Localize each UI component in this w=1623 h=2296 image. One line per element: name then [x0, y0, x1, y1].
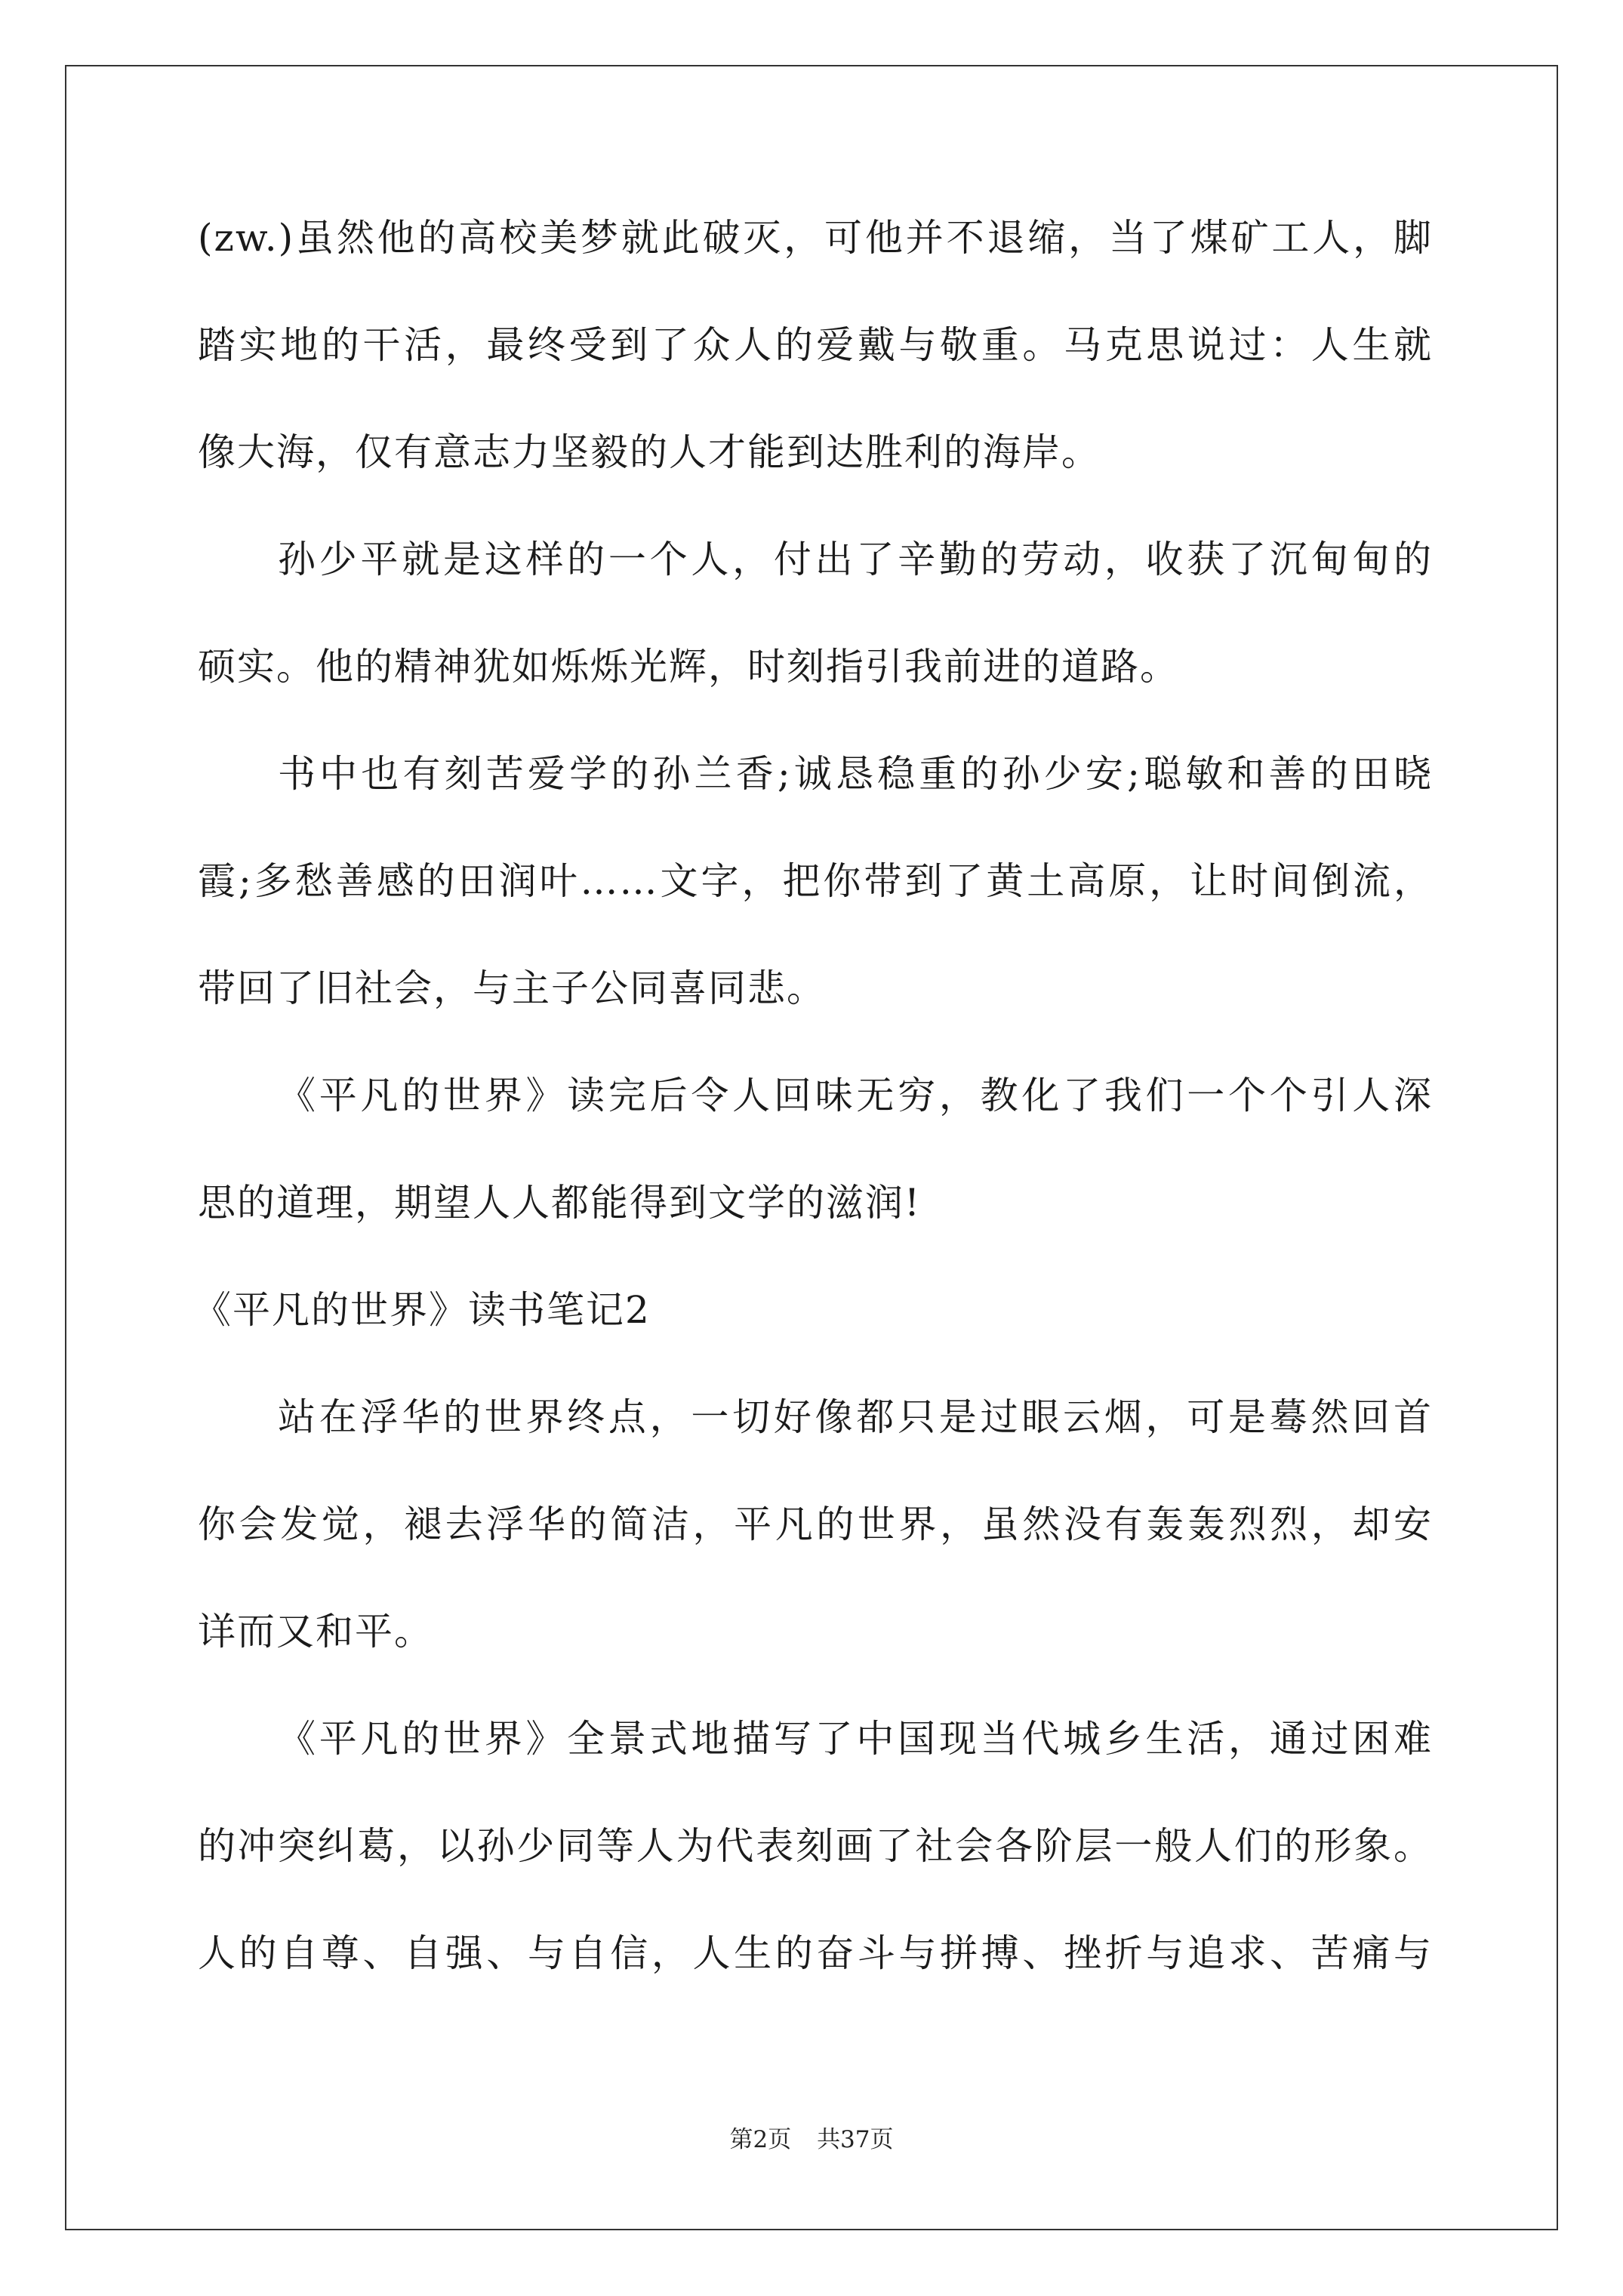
paragraph-line: 像大海，仅有意志力坚毅的人才能到达胜利的海岸。 [198, 430, 1101, 474]
page-footer [0, 2120, 1623, 2154]
paragraph-line: 踏实地的干活，最终受到了众人的爱戴与敬重。马克思说过：人生就 [198, 323, 1433, 367]
paragraph-line: 你会发觉，褪去浮华的简洁，平凡的世界，虽然没有轰轰烈烈，却安 [198, 1502, 1433, 1546]
page-number: 第2页 [729, 2126, 792, 2153]
paragraph-line: 详而又和平。 [198, 1610, 433, 1653]
paragraph-line: 思的道理，期望人人都能得到文学的滋润! [198, 1181, 922, 1225]
paragraph-line: 霞;多愁善感的田润叶……文字，把你带到了黄土高原，让时间倒流， [198, 859, 1433, 903]
paragraph-line: 的冲突纠葛，以孙少同等人为代表刻画了社会各阶层一般人们的形象。 [198, 1824, 1433, 1868]
paragraph-line: 带回了旧社会，与主子公同喜同悲。 [198, 966, 826, 1010]
paragraph-line: 《平凡的世界》读完后令人回味无穷，教化了我们一个个引人深 [278, 1074, 1433, 1117]
paragraph-line: 书中也有刻苦爱学的孙兰香;诚恳稳重的孙少安;聪敏和善的田晓 [278, 752, 1433, 796]
page-total: 共37页 [817, 2126, 894, 2153]
paragraph-line: (zw.)虽然他的高校美梦就此破灭，可他并不退缩，当了煤矿工人，脚 [198, 216, 1433, 260]
section-heading: 《平凡的世界》读书笔记2 [193, 1288, 651, 1332]
paragraph-line: 人的自尊、自强、与自信，人生的奋斗与拼搏、挫折与追求、苦痛与 [198, 1931, 1433, 1975]
document-body [193, 216, 1433, 2042]
paragraph-line: 《平凡的世界》全景式地描写了中国现当代城乡生活，通过困难 [278, 1717, 1433, 1761]
paragraph-line: 硕实。他的精神犹如烁烁光辉，时刻指引我前进的道路。 [198, 645, 1179, 689]
paragraph-line: 站在浮华的世界终点，一切好像都只是过眼云烟，可是蓦然回首 [278, 1395, 1433, 1439]
paragraph-line: 孙少平就是这样的一个人，付出了辛勤的劳动，收获了沉甸甸的 [278, 538, 1433, 581]
